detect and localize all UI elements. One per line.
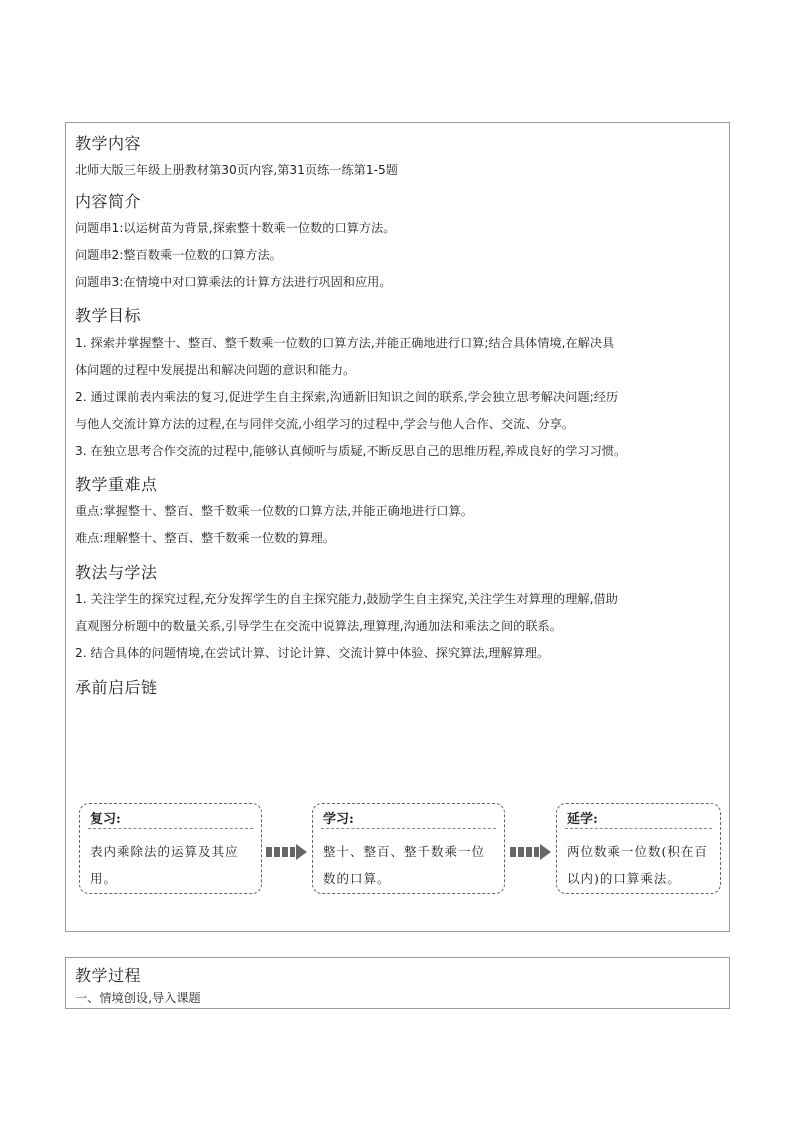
arrow-right-icon [266, 844, 308, 860]
goals-line: 3. 在独立思考合作交流的过程中,能够认真倾听与质疑,不断反思自己的思维历程,养成良好的学习习惯。 [75, 444, 627, 458]
methods-line: 2. 结合具体的问题情境,在尝试计算、讨论计算、交流计算中体验、探究算法,理解算理。 [75, 646, 550, 660]
chain-card-text: 整十、整百、整千数乘一位数的口算。 [323, 844, 486, 886]
methods-line: 1. 关注学生的探究过程,充分发挥学生的自主探究能力,鼓励学生自主探究,关注学生对算理的理解,借助 [75, 592, 618, 606]
card-divider [565, 828, 712, 829]
methods-heading: 教法与学法 [75, 563, 158, 582]
chain-card-title: 延学: [567, 812, 598, 827]
key-heading: 教学重难点 [75, 475, 158, 494]
teaching-process-table [65, 957, 730, 1009]
process-step: 一、情境创设,导入课题 [75, 991, 201, 1005]
difficult-point: 难点:理解整十、整百、整千数乘一位数的算理。 [75, 531, 336, 545]
goals-line: 体问题的过程中发展提出和解决问题的意识和能力。 [75, 363, 356, 377]
goals-line: 1. 探索并掌握整十、整百、整千数乘一位数的口算方法,并能正确地进行口算;结合具体情境,在解决具 [75, 336, 615, 350]
content-text: 北师大版三年级上册教材第30页内容,第31页练一练第1-5题 [75, 163, 398, 177]
summary-item: 问题串2:整百数乘一位数的口算方法。 [75, 248, 282, 262]
chain-card-learn [312, 803, 505, 894]
chain-card-title: 学习: [323, 812, 354, 827]
chain-card-review [79, 803, 262, 894]
card-divider [88, 828, 253, 829]
content-heading: 教学内容 [75, 134, 142, 153]
summary-item: 问题串1:以运树苗为背景,探索整十数乘一位数的口算方法。 [75, 221, 396, 235]
lesson-plan-table [65, 122, 730, 932]
summary-item: 问题串3:在情境中对口算乘法的计算方法进行巩固和应用。 [75, 275, 392, 289]
goals-heading: 教学目标 [75, 306, 142, 325]
key-point: 重点:掌握整十、整百、整千数乘一位数的口算方法,并能正确地进行口算。 [75, 504, 473, 518]
chain-card-extend [556, 803, 721, 894]
goals-line: 与他人交流计算方法的过程,在与同伴交流,小组学习的过程中,学会与他人合作、交流、分享。 [75, 417, 575, 431]
chain-heading: 承前启后链 [75, 678, 158, 697]
card-divider [321, 828, 496, 829]
chain-card-text: 表内乘除法的运算及其应用。 [90, 844, 239, 886]
chain-card-text: 两位数乘一位数(积在百以内)的口算乘法。 [567, 844, 708, 886]
goals-line: 2. 通过课前表内乘法的复习,促进学生自主探索,沟通新旧知识之间的联系,学会独立思考解决问题;经历 [75, 390, 619, 404]
chain-card-title: 复习: [90, 812, 121, 827]
methods-line: 直观图分析题中的数量关系,引导学生在交流中说算法,理算理,沟通加法和乘法之间的联系。 [75, 619, 562, 633]
summary-heading: 内容简介 [75, 192, 142, 211]
process-heading: 教学过程 [75, 966, 142, 985]
arrow-right-icon [510, 844, 552, 860]
